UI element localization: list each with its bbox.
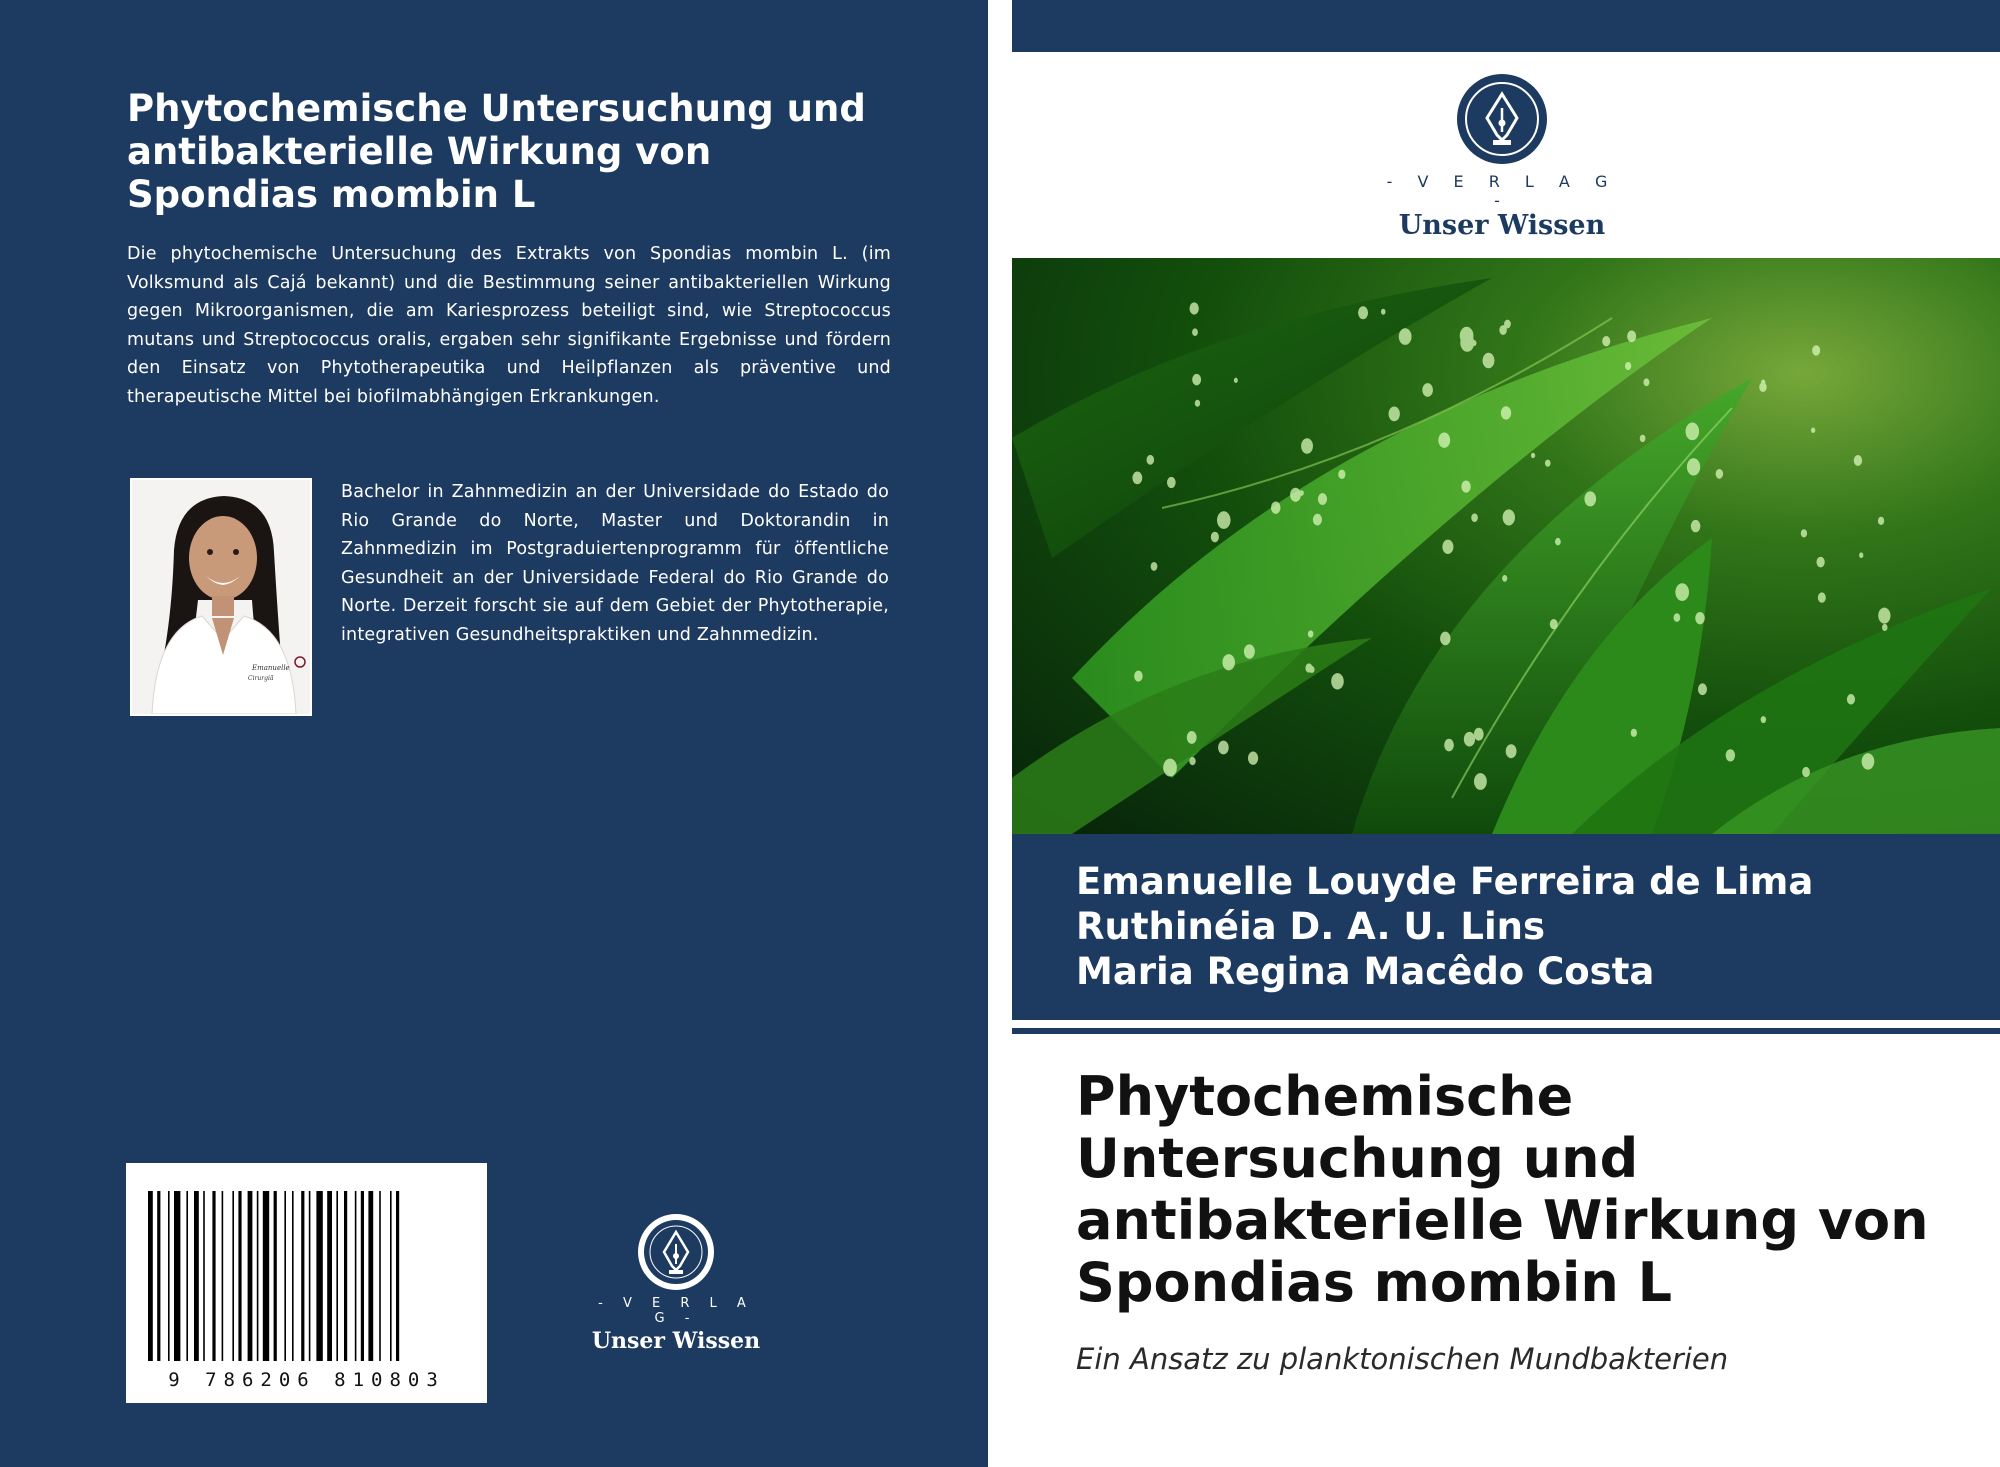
top-bar (1012, 0, 2000, 52)
author-bio: Bachelor in Zahnmedizin an der Universidade do Estado do Rio Grande do Norte, Master und Doktorandin in Zahnmedizin im Postgraduiertenprogramm für öffentliche Gesundheit an der Universidade Federal do Rio Grande do Norte. Derzeit forscht sie auf dem Gebiet der Phytotherapie, integrativen Gesundheitspraktiken und Zahnmedizin. (341, 482, 889, 645)
cover-photo (1012, 258, 2000, 834)
svg-text:Emanuelle: Emanuelle (252, 664, 290, 672)
svg-text:Cirurgiã: Cirurgiã (248, 675, 274, 682)
leaves-image-icon (1012, 258, 2000, 834)
pen-nib-icon (636, 1212, 716, 1292)
front-publisher-logo (1372, 72, 1632, 241)
author-photo (130, 478, 312, 716)
isbn-barcode (126, 1163, 487, 1403)
back-logo-verlag: - V E R L A G - (598, 1296, 754, 1326)
spine (988, 0, 1012, 1467)
author-portrait-icon (132, 480, 310, 714)
barcode-icon (146, 1191, 470, 1371)
front-logo-name: Unser Wissen (1398, 210, 1606, 241)
front-cover-title: Phytochemische Untersuchung und antibakterielle Wirkung von Spondias mombin L (1076, 1065, 1929, 1314)
author-name-1: Emanuelle Louyde Ferreira de Lima (1076, 860, 1814, 903)
back-cover-title: Phytochemische Untersuchung und antibakterielle Wirkung von Spondias mombin L (127, 87, 866, 216)
back-cover-blurb: Die phytochemische Untersuchung des Extrakts von Spondias mombin L. (im Volksmund als Cajá bekannt) und die Bestimmung seiner antibakteriellen Wirkung gegen Mikroorganismen, die am Kariesprozess beteiligt sind, wie Streptococcus mutans und Streptococcus oralis, ergaben sehr signifikante Ergebnisse und fördern den Einsatz von Phytotherapeutika und Heilpflanzen als präventive und therapeutische Mittel bei biofilmabhängigen Erkrankungen. (127, 244, 891, 407)
front-logo-verlag: - V E R L A G - (1386, 172, 1618, 210)
back-cover (0, 0, 988, 1467)
isbn-digits: 9 786206 810803 (168, 1369, 445, 1391)
front-cover-subtitle: Ein Ansatz zu planktonischen Mundbakterien (1076, 1342, 1729, 1376)
front-cover (1012, 0, 2000, 1467)
author-band (1012, 834, 2000, 1020)
author-name-2: Ruthinéia D. A. U. Lins (1076, 905, 1546, 948)
author-name-3: Maria Regina Macêdo Costa (1076, 950, 1655, 993)
back-publisher-logo (586, 1212, 766, 1354)
pen-nib-icon (1455, 72, 1549, 166)
back-logo-name: Unser Wissen (591, 1328, 761, 1354)
band-divider (1012, 1028, 2000, 1034)
